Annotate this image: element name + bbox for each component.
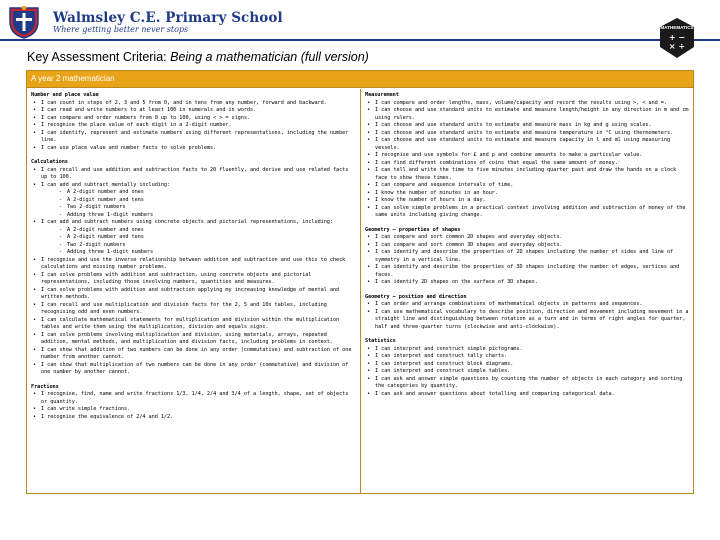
criteria-item: • I can compare and order lengths, mass, volume/capacity and record the results using >, < and =.	[365, 100, 689, 108]
criteria-item: • I can choose and use standard units to estimate and measure length/height in any direction in m and cm using rulers.	[365, 107, 689, 122]
criteria-item: • I can write simple fractions.	[31, 406, 356, 414]
criteria-item: • I can solve problems with addition and subtraction applying my increasing knowledge of mental and written methods.	[31, 287, 356, 302]
criteria-item: • I can show that multiplication of two numbers can be done in any order (commutative) and division of one number by another cannot.	[31, 362, 356, 377]
school-name: Walmsley C.E. Primary School	[53, 10, 283, 26]
criteria-item: • I can find different combinations of coins that equal the same amount of money.	[365, 160, 689, 168]
criteria-subitem: - A 2-digit number and ones	[31, 227, 356, 235]
section-title: Statistics	[365, 338, 396, 344]
criteria-item: • I can identify and describe the properties of 2D shapes including the number of sides and line of symmetry in a vertical line.	[365, 249, 689, 264]
criteria-item: • I can show that addition of two numbers can be done in any order (commutative) and subtraction of one number from another cannot.	[31, 347, 356, 362]
criteria-item: • I can interpret and construct block diagrams.	[365, 361, 689, 369]
header-divider	[0, 39, 720, 41]
criteria-item: • I can recall and use multiplication and division facts for the 2, 5 and 10x tables, including recognising odd and even numbers.	[31, 302, 356, 317]
criteria-item: • I can choose and use standard units to estimate and measure capacity in l and ml using measuring vessels.	[365, 137, 689, 152]
badge-symbols-bottom: × ÷	[668, 42, 686, 51]
criteria-subitem: - Two 2-digit numbers	[31, 204, 356, 212]
criteria-item: • I know the number of minutes in an hour.	[365, 190, 689, 198]
badge-symbols-top: + −	[668, 33, 686, 42]
criteria-item: • I can add and subtract numbers using concrete objects and pictorial representations, including:	[31, 219, 356, 227]
criteria-item: • I recognise the place value of each digit in a 2-digit number.	[31, 122, 356, 130]
criteria-item: • I know the number of hours in a day.	[365, 197, 689, 205]
criteria-subitem: - A 2-digit number and ones	[31, 189, 356, 197]
criteria-item: • I recognise and use the inverse relationship between addition and subtraction and use this to check calculations and missing number problems.	[31, 257, 356, 272]
criteria-item: • I can calculate mathematical statements for multiplication and division within the multiplication tables and write them using the multiplication, division and equals signs.	[31, 317, 356, 332]
section-title: Geometry – position and direction	[365, 293, 467, 300]
criteria-item: • I can identify and describe the properties of 3D shapes including the number of edges, vertices and faces.	[365, 264, 689, 279]
section-spacer	[365, 331, 689, 338]
section-spacer	[365, 287, 689, 294]
criteria-item: • I can count in steps of 2, 3 and 5 from 0, and in tens from any number, forward and backward.	[31, 100, 356, 108]
criteria-item: • I can choose and use standard units to estimate and measure mass in kg and g using scales.	[365, 122, 689, 130]
year-banner-label: A year 2 mathematician	[31, 74, 115, 83]
page-title	[27, 50, 369, 64]
section-title: Measurement	[365, 92, 399, 98]
criteria-item: • I recognise, find, name and write fractions 1/3, 1/4, 2/4 and 3/4 of a length, shape, set of objects or quantity.	[31, 391, 356, 406]
year-banner	[27, 71, 693, 88]
mathematics-badge-icon	[657, 16, 697, 60]
page-title-prefix: Key Assessment Criteria:	[27, 50, 171, 64]
section-title: Calculations	[31, 159, 68, 165]
criteria-item: • I can compare and sequence intervals of time.	[365, 182, 689, 190]
criteria-item: • I can use mathematical vocabulary to describe position, direction and movement including movement in a straight line and distinguishing between rotation as a turn and in terms of right angles for quarter, half and three-quarter turns (clockwise and anti-clockwise).	[365, 309, 689, 332]
criteria-item: • I can order and arrange combinations of mathematical objects in patterns and sequences.	[365, 301, 689, 309]
criteria-item: • I can interpret and construct tally charts.	[365, 353, 689, 361]
criteria-item: • I can use place value and number facts to solve problems.	[31, 145, 356, 153]
right-column	[361, 89, 693, 493]
criteria-item: • I can recall and use addition and subtraction facts to 20 fluently, and derive and use related facts up to 100.	[31, 167, 356, 182]
criteria-item: • I can read and write numbers to at least 100 in numerals and in words.	[31, 107, 356, 115]
school-header	[0, 0, 720, 40]
criteria-item: • I can identify 2D shapes on the surface of 3D shapes.	[365, 279, 689, 287]
criteria-item: • I can ask and answer questions about totalling and comparing categorical data.	[365, 391, 689, 399]
criteria-item: • I can solve problems with addition and subtraction, using concrete objects and pictorial representations, including those involving numbers, quantities and measures.	[31, 272, 356, 287]
criteria-item: • I can solve simple problems in a practical context involving addition and subtraction of money of the same units including giving change.	[365, 205, 689, 220]
criteria-item: • I can interpret and construct simple pictograms.	[365, 346, 689, 354]
criteria-item: • I recognise and use symbols for £ and p and combine amounts to make a particular value.	[365, 152, 689, 160]
section-title: Geometry – properties of shapes	[365, 226, 461, 233]
school-motto: Where getting better never stops	[53, 25, 189, 34]
criteria-subitem: - Adding three 1-digit numbers	[31, 212, 356, 220]
criteria-item: • I recognise the equivalence of 2/4 and 1/2.	[31, 414, 356, 422]
section-spacer	[31, 152, 356, 159]
criteria-item: • I can identify, represent and estimate numbers using different representations, including the number line.	[31, 130, 356, 145]
school-crest-icon	[4, 4, 44, 40]
criteria-item: • I can add and subtract mentally including:	[31, 182, 356, 190]
criteria-item: • I can compare and order numbers from 0 up to 100, using < > = signs.	[31, 115, 356, 123]
section-spacer	[365, 220, 689, 227]
criteria-item: • I can choose and use standard units to estimate and measure temperature in °C using thermometers.	[365, 130, 689, 138]
criteria-item: • I can ask and answer simple questions by counting the number of objects in each category and sorting the categories by quantity.	[365, 376, 689, 391]
criteria-item: • I can compare and sort common 2D shapes and everyday objects.	[365, 234, 689, 242]
criteria-item: • I can interpret and construct simple tables.	[365, 368, 689, 376]
section-title: Fractions	[31, 383, 59, 390]
page-title-emphasis: Being a mathematician (full version)	[170, 50, 369, 64]
section-title: Number and place value	[31, 92, 99, 98]
left-column	[27, 89, 361, 493]
criteria-subitem: - A 2-digit number and tens	[31, 234, 356, 242]
criteria-subitem: - Two 2-digit numbers	[31, 242, 356, 250]
criteria-item: • I can compare and sort common 3D shapes and everyday objects.	[365, 242, 689, 250]
criteria-item: • I can solve problems involving multiplication and division, using materials, arrays, repeated addition, mental methods, and multiplication and division facts, including problems in context.	[31, 332, 356, 347]
criteria-subitem: - A 2-digit number and tens	[31, 197, 356, 205]
criteria-item: • I can tell and write the time to five minutes including quarter past and draw the hands on a clock face to show these times.	[365, 167, 689, 182]
section-spacer	[31, 377, 356, 384]
assessment-box	[26, 70, 694, 494]
criteria-subitem: - Adding three 1-digit numbers	[31, 249, 356, 257]
badge-label: MATHEMATICS	[660, 25, 694, 30]
